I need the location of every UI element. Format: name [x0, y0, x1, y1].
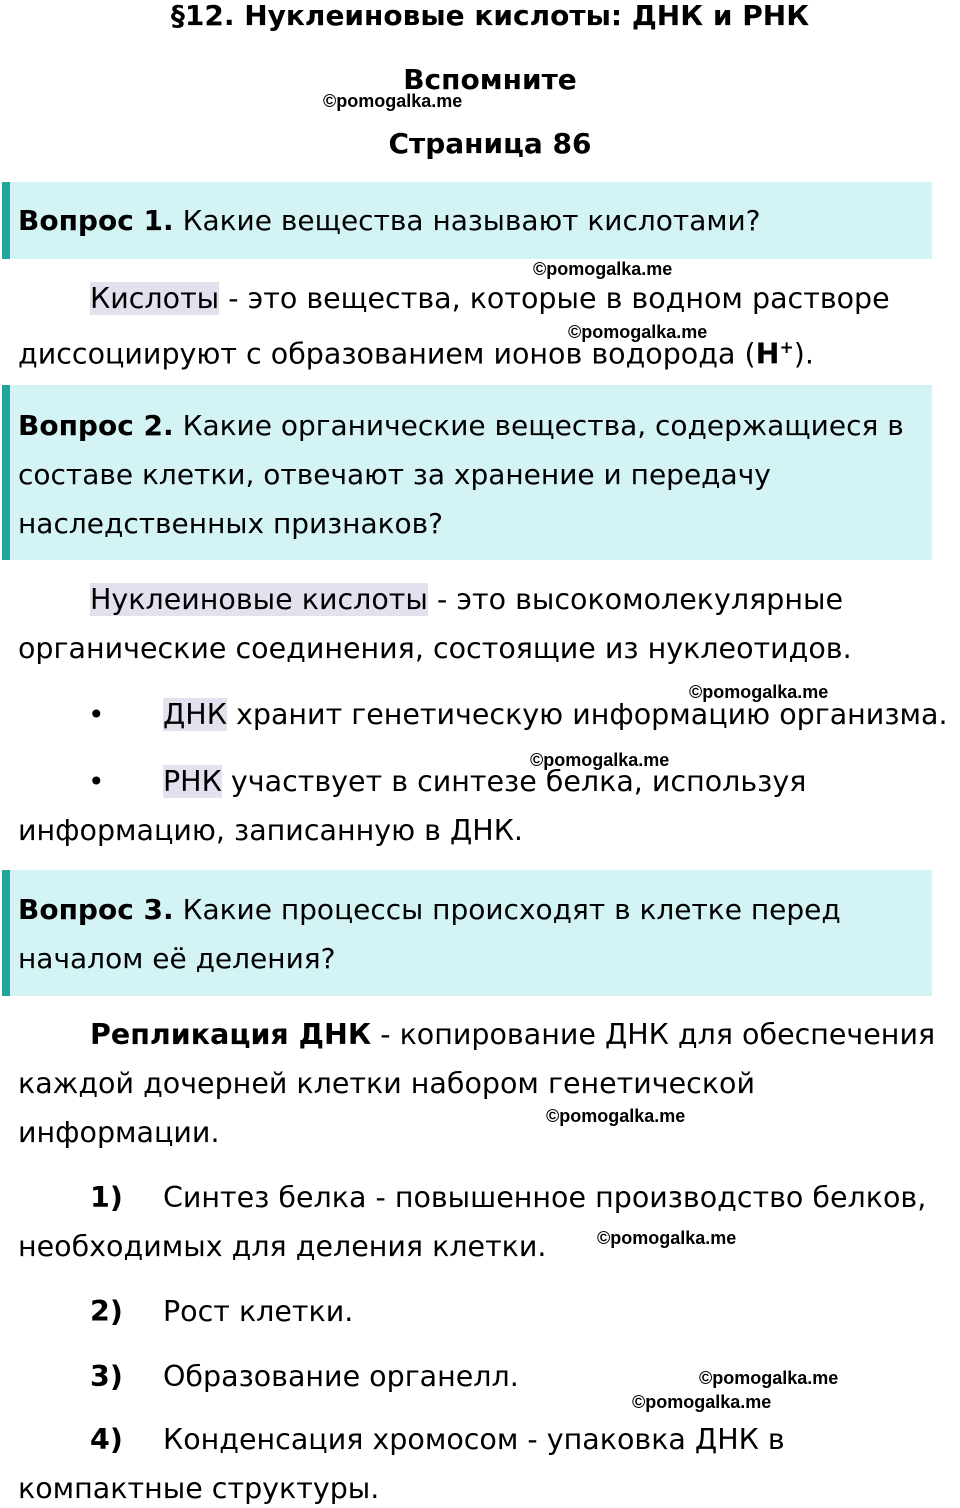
item-4-number: 4)	[90, 1423, 123, 1456]
question-2-box	[2, 385, 932, 560]
item-4-cont: компактные структуры.	[18, 1472, 380, 1505]
item-2-number: 2)	[90, 1295, 123, 1328]
question-1	[18, 196, 928, 245]
question-3-label: Вопрос 3.	[18, 893, 174, 926]
term-acids: Кислоты	[90, 282, 220, 315]
bullet-rna: •	[88, 765, 105, 798]
item-4-text: Конденсация хромосом - упаковка ДНК в	[163, 1423, 785, 1456]
term-replication: Репликация ДНК	[90, 1018, 372, 1051]
rna-line-2: информацию, записанную в ДНК.	[18, 814, 523, 847]
watermark: ©pomogalka.me	[597, 1228, 737, 1248]
question-3	[18, 885, 928, 983]
question-3-box	[2, 870, 932, 996]
dna-line: ДНК хранит генетическую информацию организма.	[163, 698, 948, 731]
item-3-text: Образование органелл.	[163, 1360, 519, 1393]
term-dna: ДНК	[163, 698, 227, 731]
rna-line: РНК участвует в синтезе белка, используя	[163, 765, 807, 798]
term-rna: РНК	[163, 765, 222, 798]
question-1-label: Вопрос 1.	[18, 204, 174, 237]
question-3-text: Какие процессы происходят в клетке перед началом её деления?	[18, 893, 841, 975]
watermark: ©pomogalka.me	[568, 322, 708, 342]
watermark: ©pomogalka.me	[699, 1368, 839, 1388]
answer-3-line-3: информации.	[18, 1116, 220, 1149]
question-1-box	[2, 182, 932, 259]
watermark: ©pomogalka.me	[546, 1106, 686, 1126]
item-2-text: Рост клетки.	[163, 1295, 354, 1328]
watermark: ©pomogalka.me	[689, 682, 829, 702]
answer-3-line-1: Репликация ДНК - копирование ДНК для обеспечения	[90, 1018, 936, 1051]
question-2-text: Какие органические вещества, содержащиеся в составе клетки, отвечают за хранение и передачу наследственных признаков?	[18, 409, 904, 540]
hydrogen-ion: H	[755, 337, 780, 371]
item-1-cont: необходимых для деления клетки.	[18, 1230, 547, 1263]
question-2	[18, 401, 928, 548]
term-nucleic-acids: Нуклеиновые кислоты	[90, 583, 428, 616]
watermark: ©pomogalka.me	[533, 259, 673, 279]
question-1-text: Какие вещества называют кислотами?	[182, 204, 761, 237]
bullet-dna: •	[88, 698, 105, 731]
answer-1-line-1: Кислоты - это вещества, которые в водном растворе	[90, 282, 890, 315]
watermark: ©pomogalka.me	[530, 750, 670, 770]
page-title: §12. Нуклеиновые кислоты: ДНК и РНК	[170, 0, 810, 32]
answer-2-line-2: органические соединения, состоящие из нуклеотидов.	[18, 632, 852, 665]
page-number: Страница 86	[388, 127, 592, 160]
item-1-text: Синтез белка - повышенное производство белков,	[163, 1181, 927, 1214]
answer-1-line-2: диссоциируют с образованием ионов водорода (H+).	[18, 337, 814, 371]
answer-3-line-2: каждой дочерней клетки набором генетической	[18, 1067, 756, 1100]
answer-2-line-1: Нуклеиновые кислоты - это высокомолекулярные	[90, 583, 844, 616]
item-1-number: 1)	[90, 1181, 123, 1214]
section-subtitle: Вспомните	[403, 63, 577, 96]
watermark: ©pomogalka.me	[323, 91, 463, 111]
item-3-number: 3)	[90, 1360, 123, 1393]
watermark: ©pomogalka.me	[632, 1392, 772, 1412]
question-2-label: Вопрос 2.	[18, 409, 174, 442]
